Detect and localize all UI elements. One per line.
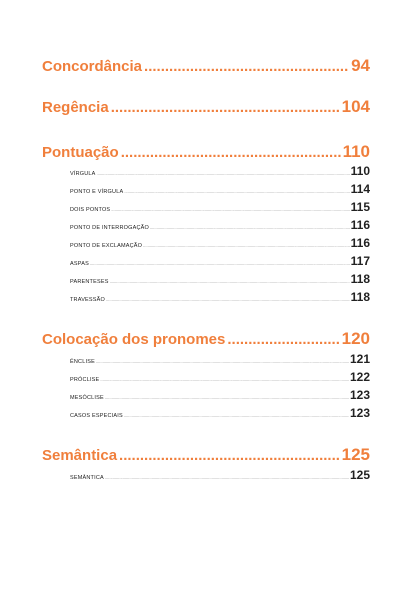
chapter-title: Pontuação (42, 144, 119, 161)
toc-chapter-colocacao-dos-pronomes[interactable] (42, 330, 370, 349)
entry-page-number: 114 (350, 182, 370, 196)
dot-leader (111, 99, 340, 117)
entry-title: ASPAS (70, 261, 89, 267)
dot-leader (97, 171, 350, 176)
entry-title: MESÓCLISE (70, 395, 104, 401)
toc-entry[interactable] (70, 352, 370, 366)
entry-page-number: 118 (350, 290, 370, 304)
chapter-page-number: 110 (342, 142, 370, 161)
dot-leader (143, 243, 349, 248)
dot-leader (100, 377, 349, 382)
entry-page-number: 117 (350, 254, 370, 268)
toc-entry[interactable] (70, 200, 370, 214)
entry-title: PRÓCLISE (70, 377, 100, 383)
chapter-title: Regência (42, 99, 109, 116)
chapter-title: Concordância (42, 58, 143, 75)
chapter-title: Semântica (42, 447, 118, 464)
dot-leader (96, 359, 349, 364)
entry-page-number: 118 (350, 272, 370, 286)
dot-leader (227, 331, 339, 349)
chapter-page-number: 104 (341, 97, 370, 116)
dot-leader (111, 207, 349, 212)
entry-page-number: 110 (350, 164, 370, 178)
dot-leader (124, 413, 349, 418)
dot-leader (119, 447, 340, 465)
toc-entry[interactable] (70, 272, 370, 286)
entry-page-number: 123 (349, 406, 370, 420)
entry-title: PONTO DE EXCLAMAÇÃO (70, 243, 143, 249)
entry-title: PONTO E VÍRGULA (70, 189, 124, 195)
chapter-page-number: 125 (341, 445, 370, 464)
dot-leader (121, 144, 341, 162)
toc-entry[interactable] (70, 164, 370, 178)
entry-page-number: 115 (350, 200, 370, 214)
toc-chapter-pontuacao[interactable] (42, 143, 370, 162)
entry-title: TRAVESSÃO (70, 297, 106, 303)
entry-title: PONTO DE INTERROGAÇÃO (70, 225, 149, 231)
entry-title: VÍRGULA (70, 171, 96, 177)
toc-entry[interactable] (70, 182, 370, 196)
entry-title: PARENTESES (70, 279, 109, 285)
entry-title: SEMÂNTICA (70, 475, 104, 481)
toc-entry[interactable] (70, 254, 370, 268)
toc-entry[interactable] (70, 290, 370, 304)
toc-entry[interactable] (70, 218, 370, 232)
entry-title: ÊNCLISE (70, 359, 95, 365)
toc-entry[interactable] (70, 468, 370, 482)
toc-chapter-regencia[interactable] (42, 98, 370, 117)
toc-chapter-concordancia[interactable] (42, 57, 370, 76)
dot-leader (124, 189, 349, 194)
entry-page-number: 121 (349, 352, 370, 366)
toc-entry[interactable] (70, 388, 370, 402)
toc-entry[interactable] (70, 236, 370, 250)
entry-page-number: 125 (349, 468, 370, 482)
toc-chapter-semantica[interactable] (42, 446, 370, 465)
chapter-title: Colocação dos pronomes (42, 331, 226, 348)
entry-page-number: 122 (349, 370, 370, 384)
toc-entry[interactable] (70, 406, 370, 420)
chapter-page-number: 94 (351, 56, 370, 75)
entry-page-number: 116 (350, 218, 370, 232)
dot-leader (144, 58, 349, 76)
dot-leader (105, 475, 349, 480)
entry-page-number: 116 (350, 236, 370, 250)
chapter-page-number: 120 (341, 329, 370, 348)
dot-leader (110, 279, 350, 284)
dot-leader (90, 261, 350, 266)
entry-page-number: 123 (349, 388, 370, 402)
entry-title: CASOS ESPECIAIS (70, 413, 123, 419)
toc-entry[interactable] (70, 370, 370, 384)
dot-leader (150, 225, 350, 230)
dot-leader (106, 297, 350, 302)
entry-title: DOIS PONTOS (70, 207, 111, 213)
dot-leader (105, 395, 349, 400)
